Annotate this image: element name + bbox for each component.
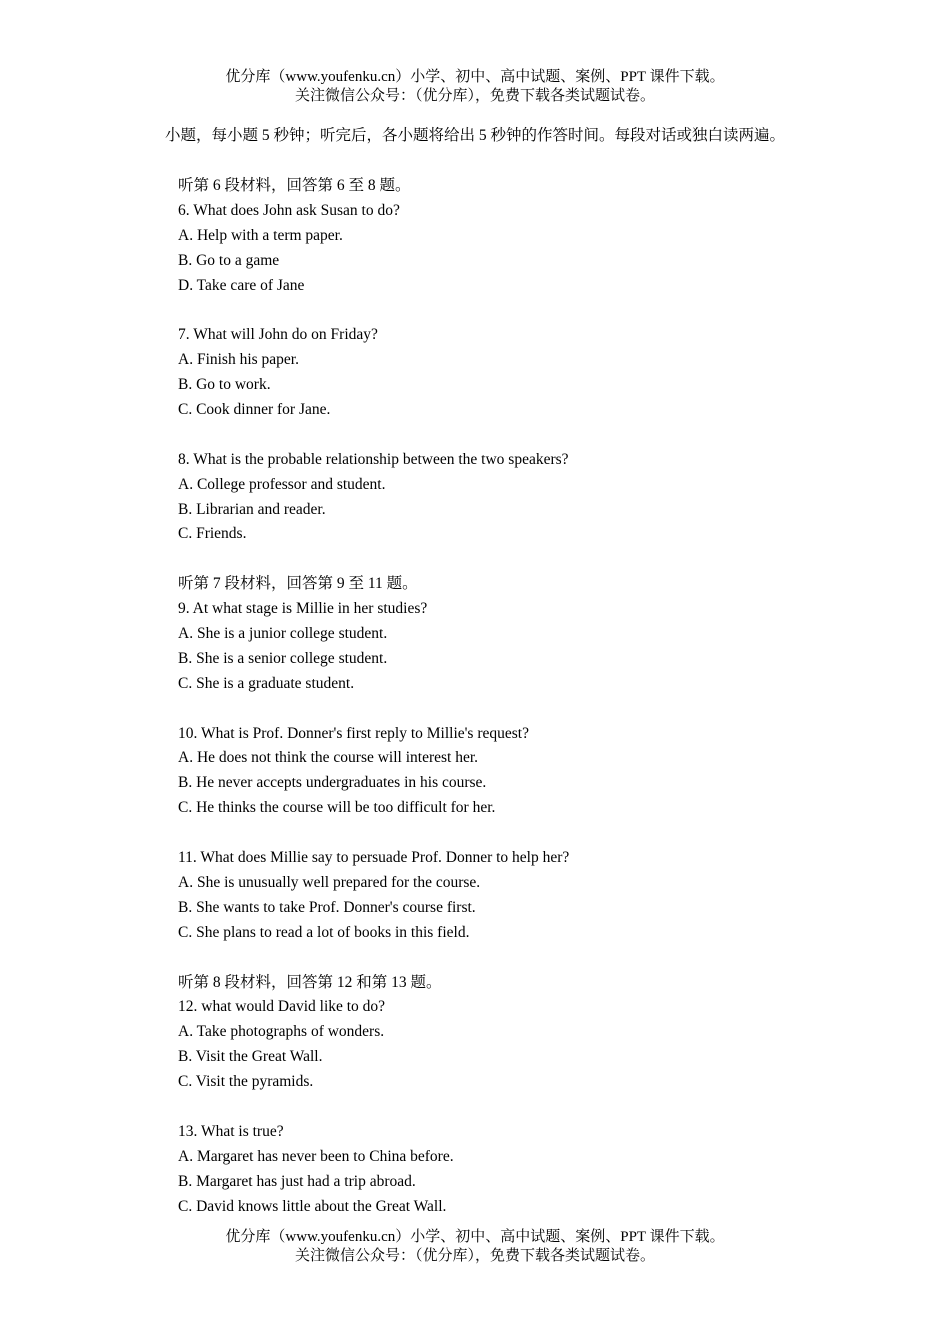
- footer-line-1: 优分库（www.youfenku.cn）小学、初中、高中试题、案例、PPT 课件下载。: [225, 1229, 725, 1245]
- section-heading-8: 听第 8 段材料，回答第 12 和第 13 题。: [178, 973, 442, 991]
- spacer: [178, 300, 878, 325]
- option-7b: B. Go to work.: [178, 376, 271, 394]
- header-line-1: 优分库（www.youfenku.cn）小学、初中、高中试题、案例、PPT 课件下载。: [225, 69, 725, 85]
- question-10: 10. What is Prof. Donner's first reply to Millie's request?: [178, 724, 529, 742]
- option-10a: A. He does not think the course will interest her.: [178, 749, 479, 767]
- option-13b: B. Margaret has just had a trip abroad.: [178, 1172, 416, 1190]
- option-7a: A. Finish his paper.: [178, 351, 299, 369]
- question-9: 9. At what stage is Millie in her studies?: [178, 600, 428, 618]
- option-8a: A. College professor and student.: [178, 475, 386, 493]
- questions-content: [178, 176, 878, 1221]
- page-footer: [0, 1228, 950, 1266]
- spacer: [178, 699, 878, 724]
- question-13: 13. What is true?: [178, 1122, 284, 1140]
- option-6d: D. Take care of Jane: [178, 276, 305, 294]
- question-6: 6. What does John ask Susan to do?: [178, 201, 400, 219]
- section-heading-7: 听第 7 段材料，回答第 9 至 11 题。: [178, 575, 418, 593]
- option-7c: C. Cook dinner for Jane.: [178, 401, 331, 419]
- option-13c: C. David knows little about the Great Wall.: [178, 1197, 447, 1215]
- option-8b: B. Librarian and reader.: [178, 500, 326, 518]
- option-12c: C. Visit the pyramids.: [178, 1073, 314, 1091]
- option-10c: C. He thinks the course will be too difficult for her.: [178, 799, 496, 817]
- option-11c: C. She plans to read a lot of books in this field.: [178, 923, 470, 941]
- question-8: 8. What is the probable relationship between the two speakers?: [178, 450, 569, 468]
- intro-text: 小题，每小题 5 秒钟；听完后，各小题将给出 5 秒钟的作答时间。每段对话或独白读两遍。: [164, 127, 785, 144]
- question-12: 12. what would David like to do?: [178, 998, 386, 1016]
- option-11b: B. She wants to take Prof. Donner's course first.: [178, 898, 476, 916]
- option-9c: C. She is a graduate student.: [178, 674, 355, 692]
- spacer: [178, 948, 878, 973]
- footer-line-2: 关注微信公众号：（优分库），免费下载各类试题试卷。: [294, 1248, 655, 1264]
- option-9a: A. She is a junior college student.: [178, 625, 388, 643]
- option-12a: A. Take photographs of wonders.: [178, 1023, 385, 1041]
- section-heading-6: 听第 6 段材料，回答第 6 至 8 题。: [178, 177, 411, 194]
- option-11a: A. She is unusually well prepared for the course.: [178, 873, 481, 891]
- option-12b: B. Visit the Great Wall.: [178, 1048, 323, 1066]
- option-9b: B. She is a senior college student.: [178, 649, 388, 667]
- option-6b: B. Go to a game: [178, 251, 280, 269]
- spacer: [178, 549, 878, 574]
- spacer: [178, 823, 878, 848]
- option-8c: C. Friends.: [178, 525, 247, 543]
- question-11: 11. What does Millie say to persuade Prof. Donner to help her?: [178, 849, 570, 867]
- question-7: 7. What will John do on Friday?: [178, 326, 378, 344]
- header-line-2: 关注微信公众号：（优分库），免费下载各类试题试卷。: [294, 88, 655, 104]
- spacer: [178, 1097, 878, 1122]
- option-6a: A. Help with a term paper.: [178, 226, 343, 244]
- spacer: [178, 425, 878, 450]
- page-header: [0, 68, 950, 106]
- option-13a: A. Margaret has never been to China before.: [178, 1147, 454, 1165]
- option-10b: B. He never accepts undergraduates in his course.: [178, 774, 487, 792]
